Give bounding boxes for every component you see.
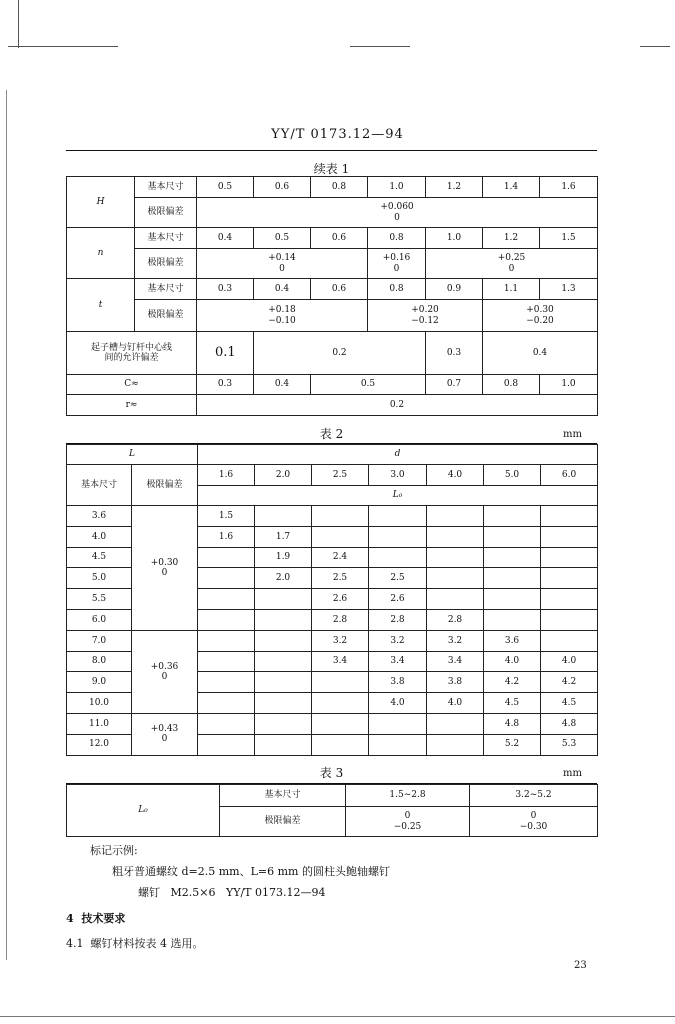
section-item: 4.1 螺钉材料按表 4 选用。 [66,937,204,950]
cell: 0.8 [311,177,368,198]
cell: 0.6 [254,177,311,198]
cell: 3.8 [427,672,484,693]
cell [541,547,598,568]
cell: 2.8 [427,609,484,630]
cell: 1.5 [198,506,255,527]
marking-description: 粗牙普通螺纹 d=2.5 mm、L=6 mm 的圆柱头鲍轴螺钉 [112,865,390,878]
cell: 3.2 [369,630,427,651]
cell [541,568,598,589]
cell [198,630,255,651]
d-value: 2.5 [312,465,369,486]
cell: 0.4 [483,332,598,375]
cell: 1.2 [426,177,483,198]
scan-mark [0,1016,675,1017]
cell: 2.6 [312,589,369,610]
scan-mark [350,46,410,47]
page-number: 23 [574,960,587,971]
cell: 0.7 [426,375,483,395]
cell: 3.8 [369,672,427,693]
cell: 1.2 [483,228,540,249]
cell [198,693,255,714]
tolerance-cell: +0.25 0 [426,249,598,279]
cell: 0.6 [311,279,368,300]
cell: 0.2 [254,332,426,375]
document-code: YY/T 0173.12—94 [271,127,404,142]
row-r-label: r≈ [67,395,197,416]
basic-size-label: 基本尺寸 [220,785,346,807]
cell: 0.8 [483,375,540,395]
scan-mark [640,46,670,47]
tolerance-label: 极限偏差 [220,807,346,837]
tolerance-cell: +0.060 0 [197,198,598,228]
L-value: 11.0 [67,713,132,734]
L-value: 3.6 [67,506,132,527]
cell [198,589,255,610]
cell [255,713,312,734]
d-value: 1.6 [198,465,255,486]
basic-size-label: 基本尺寸 [135,228,197,249]
row-H-label: H [67,177,135,228]
table3-caption: 表 3 [319,766,344,780]
cell [312,734,369,755]
cell [312,713,369,734]
table2-body [67,506,598,756]
cell: 1.6 [198,526,255,547]
cell: 0.3 [197,279,254,300]
L-value: 5.0 [67,568,132,589]
d-value: 3.0 [369,465,427,486]
cell: 4.0 [484,651,541,672]
cell: 2.5 [312,568,369,589]
cell: 5.3 [541,734,598,755]
cell [312,506,369,527]
cell [427,526,484,547]
cell: 4.8 [484,713,541,734]
table1 [66,176,598,416]
cell [484,506,541,527]
L0-label: L₀ [67,785,220,837]
cell: 0.5 [311,375,426,395]
tolerance-label: 极限偏差 [135,300,197,332]
cell: 4.2 [484,672,541,693]
cell: 3.6 [484,630,541,651]
basic-size-label: 基本尺寸 [135,279,197,300]
d-value: 5.0 [484,465,541,486]
cell [255,651,312,672]
L-header: L [67,445,198,465]
cell [198,609,255,630]
scan-mark [8,46,118,47]
cell: 2.0 [255,568,312,589]
tolerance-label: 极限偏差 [132,465,198,506]
cell: 1.0 [426,228,483,249]
cell [312,672,369,693]
L-value: 7.0 [67,630,132,651]
L-value: 9.0 [67,672,132,693]
L-value: 10.0 [67,693,132,714]
basic-size-label: 基本尺寸 [135,177,197,198]
cell: 0.4 [254,375,311,395]
cell [255,693,312,714]
cell: 4.5 [541,693,598,714]
d-header: d [198,445,598,465]
cell: 1.9 [255,547,312,568]
cell: 1.7 [255,526,312,547]
cell [198,713,255,734]
tolerance-cell: 0 −0.30 [470,807,598,837]
cell [198,672,255,693]
row-t-label: t [67,279,135,332]
cell [541,589,598,610]
cell: 2.8 [312,609,369,630]
cell: 0.5 [254,228,311,249]
scan-mark [18,0,19,48]
table-row [67,630,598,651]
cell: 0.4 [197,228,254,249]
cell: 1.4 [483,177,540,198]
cell: 2.6 [369,589,427,610]
cell [541,526,598,547]
cell [198,547,255,568]
cell [255,672,312,693]
cell: 1.5~2.8 [346,785,470,807]
cell: 0.9 [426,279,483,300]
cell [541,609,598,630]
cell [541,506,598,527]
cell: 4.0 [369,693,427,714]
scan-mark [6,90,7,960]
cell: 4.5 [484,693,541,714]
cell [198,568,255,589]
cell [255,734,312,755]
rule-top [66,150,597,151]
basic-size-label: 基本尺寸 [67,465,132,506]
cell [541,630,598,651]
table3-unit: mm [563,768,582,779]
cell: 3.4 [312,651,369,672]
cell: 4.2 [541,672,598,693]
cell [198,651,255,672]
cell: 3.2 [427,630,484,651]
d-value: 4.0 [427,465,484,486]
cell [484,589,541,610]
cell: 1.6 [540,177,598,198]
cell: 0.8 [368,228,426,249]
cell [369,734,427,755]
tolerance-cell: +0.14 0 [197,249,368,279]
cell [484,568,541,589]
L-value: 6.0 [67,609,132,630]
tolerance-cell: +0.30 −0.20 [483,300,598,332]
cell [427,547,484,568]
cell [427,589,484,610]
cell: 2.4 [312,547,369,568]
cell [255,630,312,651]
cell: 1.3 [540,279,598,300]
cell: 0.8 [368,279,426,300]
cell: 0.3 [197,375,254,395]
d-value: 6.0 [541,465,598,486]
tolerance-cell: +0.36 0 [132,630,198,713]
tolerance-cell: 0 −0.25 [346,807,470,837]
cell: 3.2 [312,630,369,651]
d-value: 2.0 [255,465,312,486]
section-heading: 4 技术要求 [66,912,126,925]
cell [427,506,484,527]
cell [198,734,255,755]
cell [312,693,369,714]
cell: 2.8 [369,609,427,630]
cell [427,734,484,755]
L0-header: L₀ [198,486,598,506]
L-value: 5.5 [67,589,132,610]
tolerance-label: 极限偏差 [135,198,197,228]
cell: 1.5 [540,228,598,249]
cell [427,713,484,734]
L-value: 4.5 [67,547,132,568]
cell [312,526,369,547]
cell: 4.0 [427,693,484,714]
cell: 5.2 [484,734,541,755]
row-n-label: n [67,228,135,279]
tolerance-cell: +0.16 0 [368,249,426,279]
L-value: 8.0 [67,651,132,672]
cell [255,609,312,630]
cell: 0.6 [311,228,368,249]
cell [427,568,484,589]
cell: 3.4 [427,651,484,672]
cell: 4.0 [541,651,598,672]
cell: 1.0 [540,375,598,395]
tolerance-cell: +0.18 −0.10 [197,300,368,332]
cell [484,547,541,568]
cell: 2.5 [369,568,427,589]
row-c-label: C≈ [67,375,197,395]
cell: 0.2 [197,395,598,416]
table2 [66,444,598,756]
cell [369,713,427,734]
table2-caption: 表 2 [319,427,344,441]
cell [484,526,541,547]
cell: 0.1 [197,332,254,375]
cell [369,506,427,527]
tolerance-cell: +0.20 −0.12 [368,300,483,332]
table-row [67,713,598,734]
tolerance-cell: +0.30 0 [132,506,198,631]
cell: 0.5 [197,177,254,198]
L-value: 12.0 [67,734,132,755]
cell: 1.1 [483,279,540,300]
cell [255,506,312,527]
cell: 0.4 [254,279,311,300]
marking-title: 标记示例: [90,844,138,857]
table2-unit: mm [563,429,582,440]
tolerance-label: 极限偏差 [135,249,197,279]
offset-label: 起子槽与钉杆中心线 间的允许偏差 [67,332,197,375]
cell: 3.2~5.2 [470,785,598,807]
cell [255,589,312,610]
cell: 1.0 [368,177,426,198]
cell [484,609,541,630]
cell: 0.3 [426,332,483,375]
cell: 3.4 [369,651,427,672]
tolerance-cell: +0.43 0 [132,713,198,755]
marking-example: 螺钉 M2.5×6 YY/T 0173.12—94 [138,886,326,899]
table-row [67,506,598,527]
L-value: 4.0 [67,526,132,547]
cell [369,547,427,568]
cell [369,526,427,547]
cell: 4.8 [541,713,598,734]
table1-caption: 续表 1 [313,162,350,176]
table3 [66,784,598,837]
